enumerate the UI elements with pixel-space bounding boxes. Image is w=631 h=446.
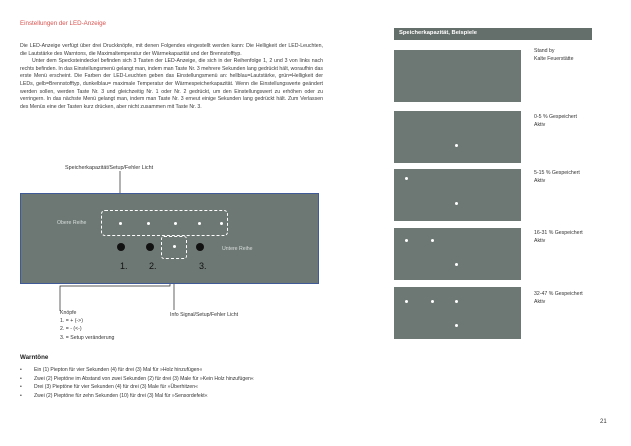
warning-tones-list — [20, 366, 340, 400]
bullet: • — [20, 367, 22, 373]
upper-led-1 — [119, 222, 122, 225]
warning-text: Ein (1) Piepton für vier Sekunden (4) für drei (3) Mal für »Holz hinzufügen« — [34, 367, 203, 373]
info-led — [455, 144, 458, 147]
callout-storage-light: Speicherkapazität/Setup/Fehler Licht — [65, 165, 154, 171]
bullet: • — [20, 375, 22, 382]
examples-header: Speicherkapazität, Beispiele — [399, 30, 477, 36]
info-led — [455, 202, 458, 205]
lower-row-label: Untere Reihe — [222, 246, 253, 252]
list-item — [20, 366, 340, 375]
warning-tones-title: Warntöne — [20, 354, 49, 361]
buttons-legend — [60, 309, 114, 342]
upper-led-1 — [405, 300, 408, 303]
example-label — [534, 291, 583, 306]
buttons-legend-item: 2. = - (<-) — [60, 326, 82, 333]
callout-line-knopfe — [60, 280, 170, 311]
upper-led-3 — [174, 222, 177, 225]
list-item — [20, 383, 340, 392]
upper-led-1 — [405, 239, 408, 242]
info-led — [455, 263, 458, 266]
list-item — [20, 375, 340, 384]
buttons-legend-item: 3. = Setup veränderung — [60, 334, 115, 341]
example-panel — [394, 228, 521, 280]
button-1[interactable] — [117, 243, 125, 251]
warning-text: Zwei (2) Pieptöne im Abstand von zwei Sekunden (2) für drei (3) Male für »Kein Holz hinzufügen« — [34, 375, 254, 382]
button-number-3: 3. — [199, 261, 207, 271]
upper-led-3 — [455, 300, 458, 303]
paragraph-2: Unter dem Specksteindeckel befinden sich 3 Tasten der LED-Anzeige, die sich in der Reihenfolge 1, 2 und 3 von links nach rechts befinden. In das Einstellungsmenü gelangt man, indem man Taste Nr. 3 mehrere Sekunden lang gedrückt hält, woraufhin das erste Menü erscheint. Die Farben der LED-Leuchten geben das Einstellungsmenü an: hellblau=Lautstärke, grün=Helligkeit der LEDs, gelb=Brennstofftyp, dunkelblau= maximale Temperatur der Wärmespeicherkapazität. Wenn die Einstellungswerte geändert werden sollen, werden Taste Nr. 3 und gleichzeitig Nr. 1 oder Nr. 2 gedrückt, um den Einstellungswert zu erhöhen oder zu verringern. In das nächste Menü gelangt man, indem man Taste Nr. 3 erneut einige Sekunden lang gedrückt hält. Zum Verlassen des Menüs eine der Tasten kurz drücken, aber nicht zusammen mit Taste Nr. 3. — [20, 58, 323, 110]
example-panel — [394, 50, 521, 102]
button-3[interactable] — [196, 243, 204, 251]
example-panel — [394, 169, 521, 221]
info-signal-label: Info Signal/Setup/Fehler Licht — [170, 312, 239, 318]
example-label — [534, 48, 574, 63]
upper-led-2 — [431, 239, 434, 242]
example-panel — [394, 111, 521, 163]
info-led — [173, 245, 176, 248]
section-title: Einstellungen der LED-Anzeige — [20, 20, 106, 27]
warning-text: Drei (3) Pieptöne für vier Sekunden (4) für drei (3) Male für »Überhitzen« — [34, 384, 198, 391]
paragraph-1: Die LED-Anzeige verfügt über drei Druckknöpfe, mit denen Folgendes eingestellt werden kann: Die Helligkeit der LED-Leuchten, die Lautstärke des Warntons, die Maximaltemperatur der Wärmekapazität und der Brennstofftyp. — [20, 43, 323, 57]
button-number-1: 1. — [120, 261, 128, 271]
example-label-line1: Stand by — [534, 48, 555, 54]
upper-led-5 — [220, 222, 223, 225]
example-label — [534, 170, 580, 185]
bullet: • — [20, 392, 22, 399]
buttons-legend-title: Knöpfe — [60, 310, 77, 316]
example-label-line2: Aktiv — [534, 298, 546, 305]
example-label-line1: 0-5 % Gespeichert — [534, 114, 577, 120]
buttons-legend-item: 1. = + (->) — [60, 318, 83, 325]
upper-led-2 — [431, 300, 434, 303]
example-label-line2: Aktiv — [534, 121, 546, 128]
upper-row-label: Obere Reihe — [57, 220, 87, 226]
example-panel — [394, 287, 521, 339]
info-led — [455, 324, 458, 327]
bullet: • — [20, 384, 22, 391]
button-number-2: 2. — [149, 261, 157, 271]
example-label-line1: 16-31 % Gespeichert — [534, 230, 583, 236]
upper-led-2 — [147, 222, 150, 225]
example-label-line1: 32-47 % Gespeichert — [534, 291, 583, 297]
example-label-line2: Aktiv — [534, 237, 546, 244]
example-label — [534, 230, 583, 245]
upper-led-1 — [405, 177, 408, 180]
example-label-line2: Kalte Feuerstätte — [534, 55, 574, 62]
example-label — [534, 114, 577, 129]
list-item — [20, 392, 340, 401]
warning-text: Zwei (2) Pieptöne für zehn Sekunden (10) für drei (3) Mal für »Sensordefekt« — [34, 392, 208, 399]
upper-led-4 — [198, 222, 201, 225]
page-number: 21 — [600, 419, 607, 425]
button-2[interactable] — [146, 243, 154, 251]
example-label-line2: Aktiv — [534, 177, 546, 184]
example-label-line1: 5-15 % Gespeichert — [534, 170, 580, 176]
